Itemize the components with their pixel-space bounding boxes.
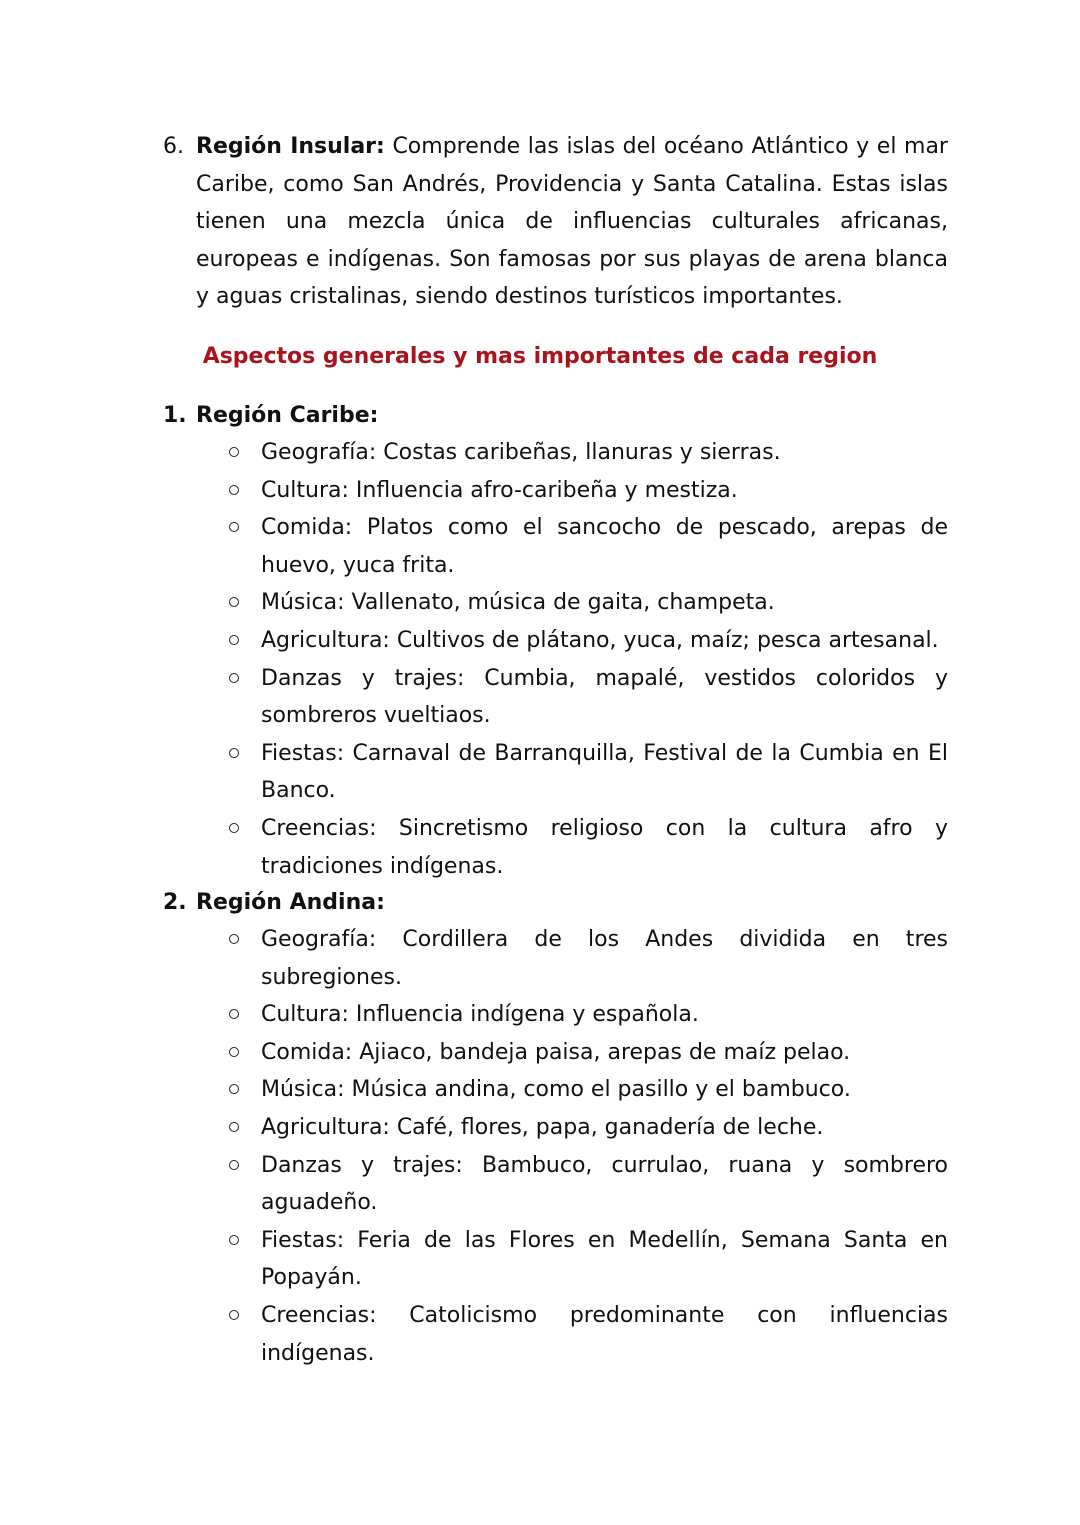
region-andina (163, 885, 948, 1372)
list-item (163, 1222, 948, 1297)
bullet-icon (229, 748, 239, 758)
region-insular-item (163, 128, 948, 316)
list-item-text: Fiestas: Feria de las Flores en Medellín, Semana Santa en Popayán. (261, 1227, 948, 1291)
bullet-icon (229, 1235, 239, 1245)
item-number: 6. (163, 134, 184, 159)
list-item (163, 1297, 948, 1372)
list-item (163, 584, 948, 622)
list-item (163, 472, 948, 510)
list-item-text: Danzas y trajes: Cumbia, mapalé, vestidos coloridos y sombreros vueltiaos. (261, 665, 948, 729)
list-item-text: Comida: Platos como el sancocho de pescado, arepas de huevo, yuca frita. (261, 515, 948, 578)
list-item-text: Danzas y trajes: Bambuco, currulao, ruana y sombrero aguadeño. (261, 1152, 948, 1216)
list-item-text: Cultura: Influencia afro-caribeña y mestiza. (261, 477, 738, 503)
list-item-text: Música: Vallenato, música de gaita, champeta. (261, 590, 775, 616)
region-caribe-number: 1. (163, 403, 187, 428)
section-heading: Aspectos generales y mas importantes de cada region (202, 344, 878, 369)
region-andina-number: 2. (163, 890, 187, 915)
bullet-icon (229, 934, 239, 944)
bullet-icon (229, 1122, 239, 1132)
list-item (163, 1147, 948, 1222)
region-caribe-title (163, 398, 948, 434)
region-insular-title: Región Insular: (196, 134, 385, 159)
list-item (163, 660, 948, 735)
region-caribe (163, 398, 948, 885)
list-item (163, 622, 948, 660)
list-item-text: Creencias: Sincretismo religioso con la cultura afro y tradiciones indígenas. (261, 815, 948, 879)
region-andina-list (163, 921, 948, 1372)
bullet-icon (229, 522, 239, 532)
list-item (163, 1071, 948, 1109)
region-insular-text: Comprende las islas del océano Atlántico y el mar Caribe, como San Andrés, Providencia y Santa Catalina. Estas islas tienen una mezcla única de influencias culturales africanas, europeas e indígenas. Son famosas por sus playas de arena blanca y aguas cristalinas, siendo destinos turísticos importantes. (196, 134, 948, 310)
bullet-icon (229, 673, 239, 683)
list-item (163, 921, 948, 996)
region-caribe-title-text: Región Caribe: (196, 403, 379, 428)
bullet-icon (229, 1160, 239, 1170)
region-insular-paragraph (196, 128, 948, 316)
list-item (163, 1109, 948, 1147)
list-item-text: Creencias: Catolicismo predominante con influencias indígenas. (261, 1302, 948, 1366)
list-item (163, 434, 948, 472)
list-item-text: Fiestas: Carnaval de Barranquilla, Festival de la Cumbia en El Banco. (261, 740, 948, 804)
list-item-text: Comida: Ajiaco, bandeja paisa, arepas de maíz pelao. (261, 1039, 851, 1065)
list-item (163, 1034, 948, 1072)
bullet-icon (229, 635, 239, 645)
list-item-text: Agricultura: Cultivos de plátano, yuca, maíz; pesca artesanal. (261, 627, 939, 653)
list-item-text: Geografía: Costas caribeñas, llanuras y sierras. (261, 440, 781, 465)
region-andina-title-text: Región Andina: (196, 890, 385, 915)
region-andina-title (163, 885, 948, 921)
bullet-icon (229, 1009, 239, 1019)
list-item-text: Geografía: Cordillera de los Andes dividida en tres subregiones. (261, 927, 948, 990)
bullet-icon (229, 1310, 239, 1320)
list-item-text: Cultura: Influencia indígena y española. (261, 1002, 699, 1028)
list-item (163, 996, 948, 1034)
bullet-icon (229, 1047, 239, 1057)
bullet-icon (229, 1084, 239, 1094)
bullet-icon (229, 447, 239, 457)
list-item (163, 810, 948, 885)
list-item (163, 509, 948, 584)
list-item-text: Agricultura: Café, flores, papa, ganadería de leche. (261, 1114, 824, 1140)
bullet-icon (229, 485, 239, 495)
bullet-icon (229, 823, 239, 833)
list-item (163, 735, 948, 810)
region-caribe-list (163, 434, 948, 885)
list-item-text: Música: Música andina, como el pasillo y el bambuco. (261, 1077, 851, 1103)
bullet-icon (229, 597, 239, 607)
